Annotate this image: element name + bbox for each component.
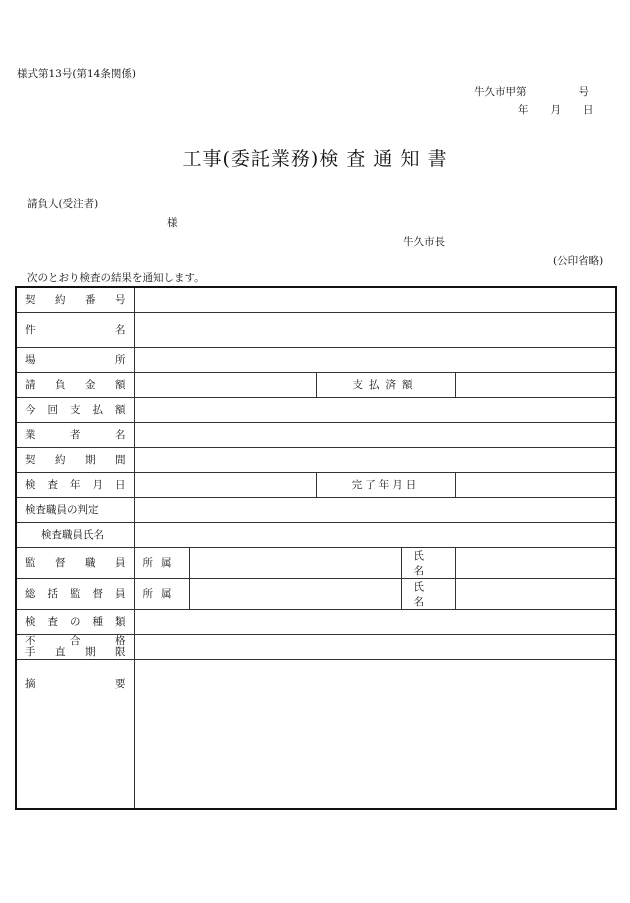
value-inspection-date[interactable]	[134, 472, 316, 497]
location-text: 場 所	[25, 354, 126, 366]
value-inspection-type[interactable]	[134, 609, 616, 634]
fail-text: 不 合 格	[25, 634, 126, 647]
fix-deadline-text: 手 直 期 限	[25, 645, 126, 658]
label-fail-deadline	[16, 634, 134, 659]
project-name-text: 件 名	[25, 324, 126, 336]
inspection-date-text: 検 査 年 月 日	[25, 479, 126, 491]
value-contract-period[interactable]	[134, 447, 616, 472]
value-summary[interactable]	[134, 659, 616, 809]
summary-text: 摘 要	[25, 677, 126, 690]
label-contractor-name	[16, 422, 134, 447]
value-completion-date[interactable]	[455, 472, 616, 497]
label-general-supervisor	[16, 578, 134, 609]
label-inspector-name: 検査職員氏名	[16, 522, 134, 547]
general-supervisor-name-label: 氏名	[401, 578, 455, 609]
label-inspection-date	[16, 472, 134, 497]
supervisor-affiliation-label: 所属	[134, 547, 189, 578]
lead-text: 次のとおり検査の結果を通知します。	[27, 272, 205, 284]
current-payment-text: 今 回 支 払 額	[25, 404, 126, 416]
document-title: 工事(委託業務)検 査 通 知 書	[182, 148, 448, 170]
date-year: 年	[518, 104, 529, 116]
label-current-payment	[16, 397, 134, 422]
value-inspector-name[interactable]	[134, 522, 616, 547]
inspection-table	[15, 286, 617, 810]
addressee-label: 請負人(受注者)	[27, 198, 99, 210]
label-inspection-type	[16, 609, 134, 634]
label-completion-date: 完了年月日	[316, 472, 455, 497]
seal-omitted-note: (公印省略)	[553, 255, 604, 267]
value-project-name[interactable]	[134, 312, 616, 347]
value-supervisor-name[interactable]	[455, 547, 616, 578]
contract-period-text: 契 約 期 間	[25, 454, 126, 466]
label-contract-period	[16, 447, 134, 472]
value-contractor-name[interactable]	[134, 422, 616, 447]
inspection-type-text: 検 査 の 種 類	[25, 616, 126, 628]
value-location[interactable]	[134, 347, 616, 372]
doc-number-prefix: 牛久市甲第	[474, 86, 527, 98]
value-general-supervisor-affiliation[interactable]	[189, 578, 401, 609]
general-supervisor-affiliation-label: 所属	[134, 578, 189, 609]
document-number	[474, 84, 589, 99]
addressee-honorific: 様	[167, 217, 178, 229]
supervisor-text: 監 督 職 員	[25, 557, 126, 569]
label-location	[16, 347, 134, 372]
issuer-name: 牛久市長	[403, 236, 445, 248]
label-summary	[16, 659, 134, 809]
date-day: 日	[583, 104, 594, 116]
value-inspector-judgment[interactable]	[134, 497, 616, 522]
contract-amount-text: 請 負 金 額	[25, 379, 126, 391]
value-general-supervisor-name[interactable]	[455, 578, 616, 609]
value-paid-amount[interactable]	[455, 372, 616, 397]
form-number: 様式第13号(第14条関係)	[17, 68, 136, 80]
label-inspector-judgment: 検査職員の判定	[16, 497, 134, 522]
doc-number-suffix: 号	[578, 86, 589, 98]
issue-date	[518, 102, 594, 117]
label-contract-number	[16, 287, 134, 312]
label-paid-amount: 支払済額	[316, 372, 455, 397]
date-month: 月	[550, 104, 561, 116]
supervisor-name-label: 氏名	[401, 547, 455, 578]
value-contract-number[interactable]	[134, 287, 616, 312]
general-supervisor-text: 総 括 監 督 員	[25, 588, 126, 600]
contract-number-text: 契 約 番 号	[25, 294, 126, 307]
value-current-payment[interactable]	[134, 397, 616, 422]
label-contract-amount	[16, 372, 134, 397]
value-contract-amount[interactable]	[134, 372, 316, 397]
label-project-name	[16, 312, 134, 347]
contractor-name-text: 業 者 名	[25, 429, 126, 441]
value-fail-deadline[interactable]	[134, 634, 616, 659]
label-supervisor	[16, 547, 134, 578]
value-supervisor-affiliation[interactable]	[189, 547, 401, 578]
